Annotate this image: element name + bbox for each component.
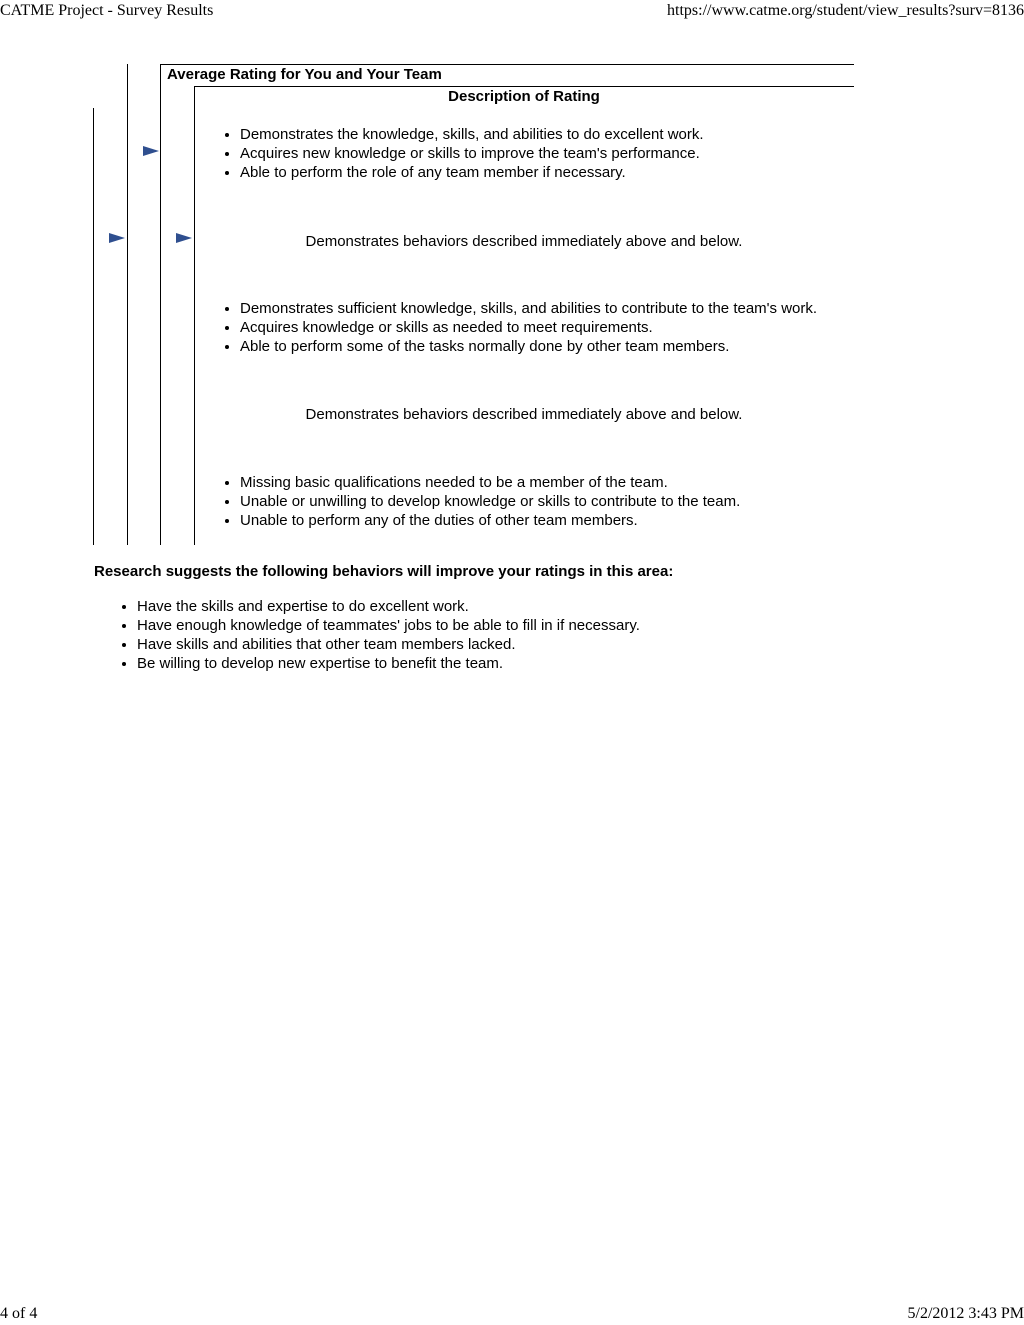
list-item: • Have the skills and expertise to do excellent work. [137, 597, 640, 616]
rating-level-between: Demonstrates behaviors described immediately above and below. [305, 233, 743, 250]
list-item: • Able to perform the role of any team member if necessary. [240, 163, 704, 182]
page-title: CATME Project - Survey Results [0, 2, 214, 19]
print-datetime: 5/2/2012 3:43 PM [907, 1305, 1024, 1322]
rating-level-list [222, 473, 740, 530]
table-rule [194, 86, 195, 545]
page-url: https://www.catme.org/student/view_results?surv=8136 [667, 2, 1024, 19]
table-rule [194, 86, 854, 87]
table-rule [160, 64, 854, 65]
rating-level-between: Demonstrates behaviors described immediately above and below. [305, 406, 743, 423]
list-item: • Be willing to develop new expertise to benefit the team. [137, 654, 640, 673]
rating-marker-icon [108, 232, 126, 244]
table-rule [93, 108, 94, 545]
rating-level-list [222, 125, 704, 182]
list-item: • Unable to perform any of the duties of other team members. [240, 511, 740, 530]
table-rule [160, 64, 161, 545]
rating-marker-icon [142, 145, 160, 157]
list-item: • Have skills and abilities that other team members lacked. [137, 635, 640, 654]
list-item: • Demonstrates sufficient knowledge, skills, and abilities to contribute to the team's work. [240, 299, 817, 318]
list-item: • Unable or unwilling to develop knowledge or skills to contribute to the team. [240, 492, 740, 511]
column-header: Description of Rating [448, 88, 600, 105]
rating-marker-icon [175, 232, 193, 244]
list-item: • Able to perform some of the tasks normally done by other team members. [240, 337, 817, 356]
advice-list [119, 597, 640, 673]
table-rule [127, 64, 128, 545]
list-item: • Acquires new knowledge or skills to improve the team's performance. [240, 144, 704, 163]
list-item: • Acquires knowledge or skills as needed to meet requirements. [240, 318, 817, 337]
rating-level-list [222, 299, 817, 356]
page-number: 4 of 4 [0, 1305, 38, 1322]
list-item: • Demonstrates the knowledge, skills, and abilities to do excellent work. [240, 125, 704, 144]
advice-heading: Research suggests the following behaviors will improve your ratings in this area: [94, 563, 674, 580]
list-item: • Have enough knowledge of teammates' jobs to be able to fill in if necessary. [137, 616, 640, 635]
list-item: • Missing basic qualifications needed to be a member of the team. [240, 473, 740, 492]
table-title: Average Rating for You and Your Team [167, 66, 442, 83]
